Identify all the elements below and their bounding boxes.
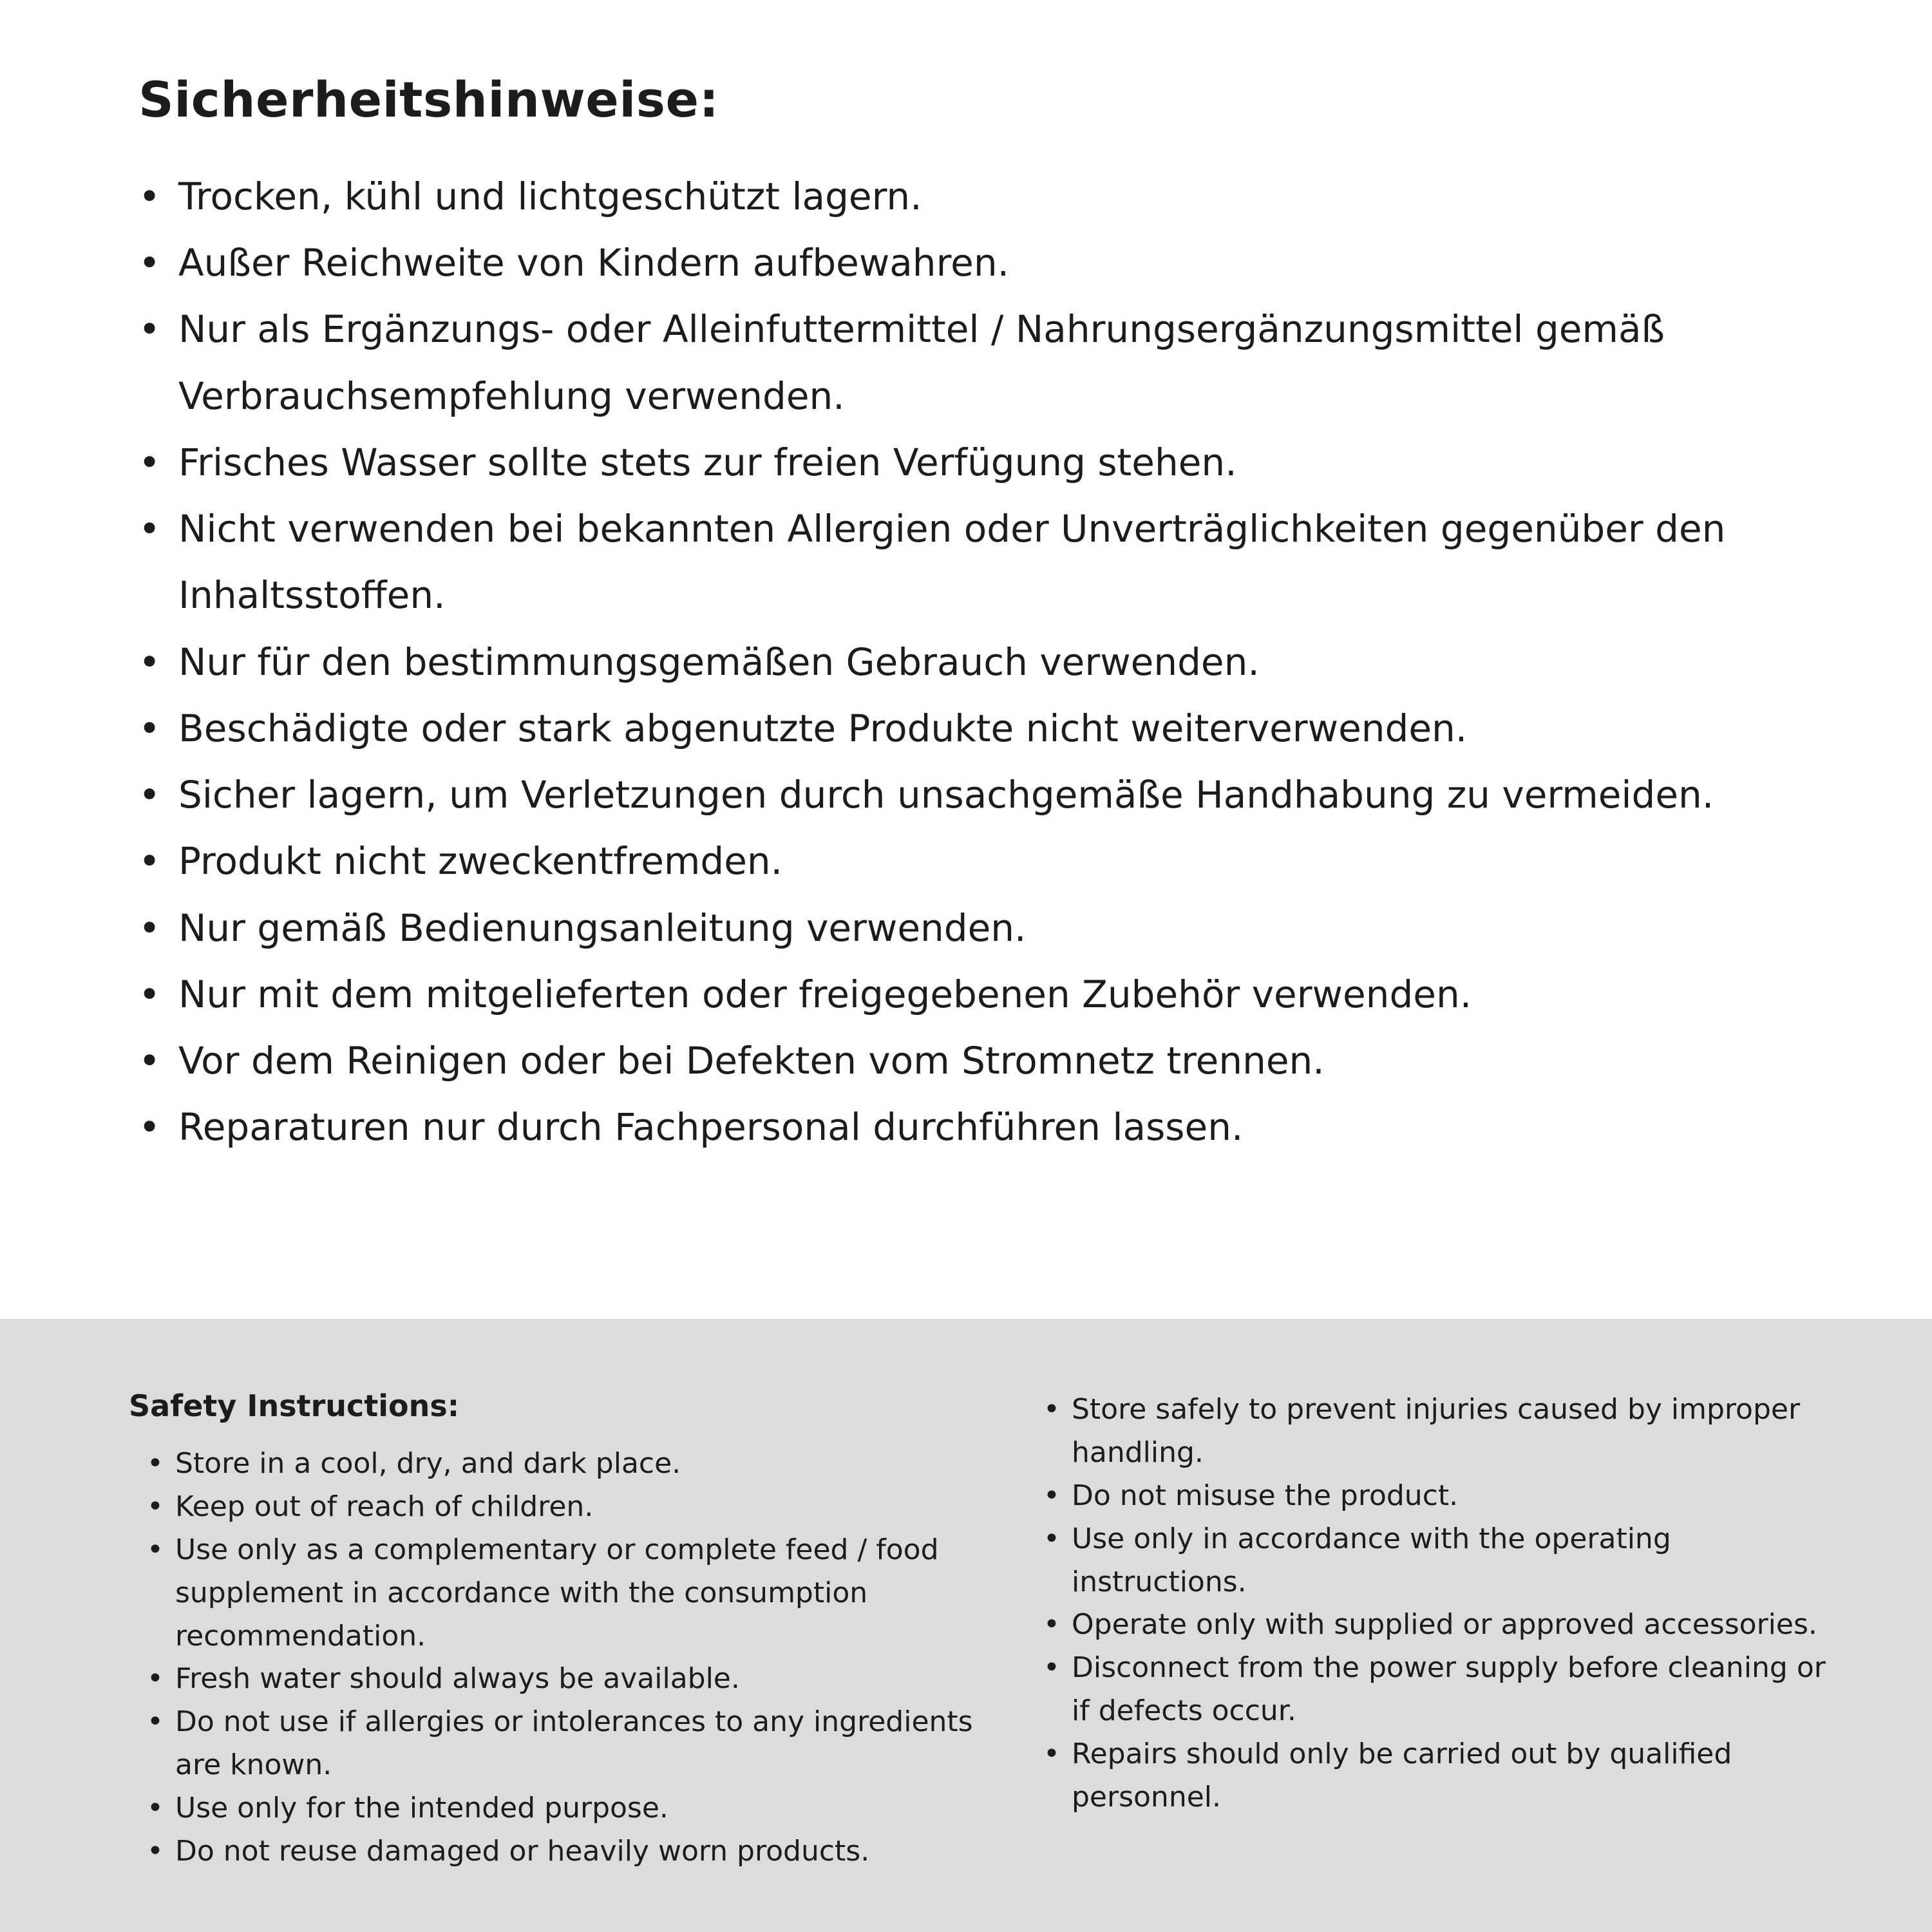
list-item <box>1043 1388 1835 1475</box>
list-item-text: Nicht verwenden bei bekannten Allergien oder Unverträglichkeiten gegenüber den Inhaltsstoffen. <box>178 507 1726 618</box>
list-item-text: Frisches Wasser sollte stets zur freien Verfügung stehen. <box>178 440 1237 484</box>
list-item <box>138 696 1823 762</box>
list-item <box>138 230 1823 296</box>
list-item-text: Sicher lagern, um Verletzungen durch unsachgemäße Handhabung zu vermeiden. <box>178 773 1714 817</box>
bullet-icon: • <box>138 706 161 750</box>
bullet-icon: • <box>147 1662 164 1696</box>
bullet-icon: • <box>1043 1608 1060 1642</box>
bullet-icon: • <box>147 1490 164 1523</box>
list-item-text: Use only in accordance with the operating instructions. <box>1072 1522 1671 1598</box>
list-item <box>138 1094 1823 1160</box>
list-item <box>1043 1733 1835 1819</box>
list-item-text: Fresh water should always be available. <box>175 1662 740 1696</box>
list-item-text: Keep out of reach of children. <box>175 1490 594 1523</box>
list-item <box>138 164 1823 230</box>
english-safety-panel <box>0 1319 1932 1932</box>
bullet-icon: • <box>138 839 161 884</box>
list-item-text: Do not use if allergies or intolerances to any ingredients are known. <box>175 1705 973 1782</box>
english-left-column <box>129 1388 1005 1873</box>
bullet-icon: • <box>138 1105 161 1150</box>
bullet-icon: • <box>1043 1738 1060 1770</box>
list-item-text: Nur mit dem mitgelieferten oder freigegebenen Zubehör verwenden. <box>178 972 1472 1016</box>
bullet-icon: • <box>138 307 161 352</box>
english-safety-list-right <box>1043 1388 1835 1819</box>
bullet-icon: • <box>147 1447 164 1480</box>
english-section-title: Safety Instructions: <box>129 1388 460 1423</box>
list-item <box>138 961 1823 1028</box>
list-item-text: Reparaturen nur durch Fachpersonal durchführen lassen. <box>178 1105 1244 1150</box>
bullet-icon: • <box>138 241 161 285</box>
bullet-icon: • <box>147 1834 164 1868</box>
list-item <box>147 1443 1005 1486</box>
list-item <box>147 1529 1005 1658</box>
list-item <box>138 629 1823 696</box>
list-item-text: Nur für den bestimmungsgemäßen Gebrauch verwenden. <box>178 639 1260 684</box>
bullet-icon: • <box>138 175 161 218</box>
english-safety-list-left <box>129 1443 1005 1873</box>
bullet-icon: • <box>138 507 161 551</box>
list-item <box>138 762 1823 828</box>
list-item-text: Store safely to prevent injuries caused by improper handling. <box>1072 1393 1801 1469</box>
bullet-icon: • <box>138 1039 161 1083</box>
bullet-icon: • <box>1043 1651 1060 1685</box>
list-item <box>1043 1518 1835 1604</box>
german-section-title: Sicherheitshinweise: <box>138 71 719 128</box>
list-item <box>138 496 1823 629</box>
bullet-icon: • <box>147 1705 164 1739</box>
list-item-text: Produkt nicht zweckentfremden. <box>178 839 783 884</box>
list-item-text: Operate only with supplied or approved accessories. <box>1072 1608 1817 1642</box>
german-safety-list <box>138 164 1823 1161</box>
bullet-icon: • <box>1043 1522 1060 1555</box>
list-item <box>138 296 1823 429</box>
bullet-icon: • <box>147 1533 164 1566</box>
list-item <box>138 828 1823 895</box>
list-item-text: Use only for the intended purpose. <box>175 1792 668 1824</box>
list-item <box>147 1658 1005 1701</box>
list-item <box>1043 1647 1835 1733</box>
list-item-text: Beschädigte oder stark abgenutzte Produkte nicht weiterverwenden. <box>178 706 1468 750</box>
list-item-text: Außer Reichweite von Kindern aufbewahren. <box>178 241 1010 285</box>
list-item-text: Repairs should only be carried out by qualified personnel. <box>1072 1738 1732 1814</box>
bullet-icon: • <box>138 440 161 484</box>
list-item <box>138 1028 1823 1094</box>
bullet-icon: • <box>1043 1393 1060 1426</box>
list-item-text: Store in a cool, dry, and dark place. <box>175 1447 681 1480</box>
bullet-icon: • <box>1043 1479 1060 1512</box>
bullet-icon: • <box>138 905 161 950</box>
bullet-icon: • <box>138 773 161 817</box>
list-item-text: Nur als Ergänzungs- oder Alleinfuttermittel / Nahrungsergänzungsmittel gemäß Verbrauchsempfehlung verwenden. <box>178 307 1665 418</box>
list-item-text: Do not reuse damaged or heavily worn products. <box>175 1834 870 1868</box>
list-item <box>1043 1475 1835 1518</box>
list-item-text: Do not misuse the product. <box>1072 1479 1459 1512</box>
list-item-text: Trocken, kühl und lichtgeschützt lagern. <box>178 175 922 218</box>
list-item-text: Nur gemäß Bedienungsanleitung verwenden. <box>178 905 1027 950</box>
bullet-icon: • <box>147 1792 164 1824</box>
list-item-text: Vor dem Reinigen oder bei Defekten vom Stromnetz trennen. <box>178 1039 1325 1083</box>
list-item-text: Use only as a complementary or complete feed / food supplement in accordance with the consumption recommendation. <box>175 1533 939 1653</box>
list-item <box>1043 1604 1835 1647</box>
bullet-icon: • <box>138 639 161 684</box>
list-item <box>138 895 1823 961</box>
list-item-text: Disconnect from the power supply before cleaning or if defects occur. <box>1072 1651 1826 1728</box>
list-item <box>147 1486 1005 1529</box>
list-item <box>147 1701 1005 1787</box>
list-item <box>147 1787 1005 1830</box>
english-right-column <box>1043 1388 1835 1819</box>
list-item <box>138 430 1823 496</box>
bullet-icon: • <box>138 972 161 1016</box>
list-item <box>147 1830 1005 1873</box>
